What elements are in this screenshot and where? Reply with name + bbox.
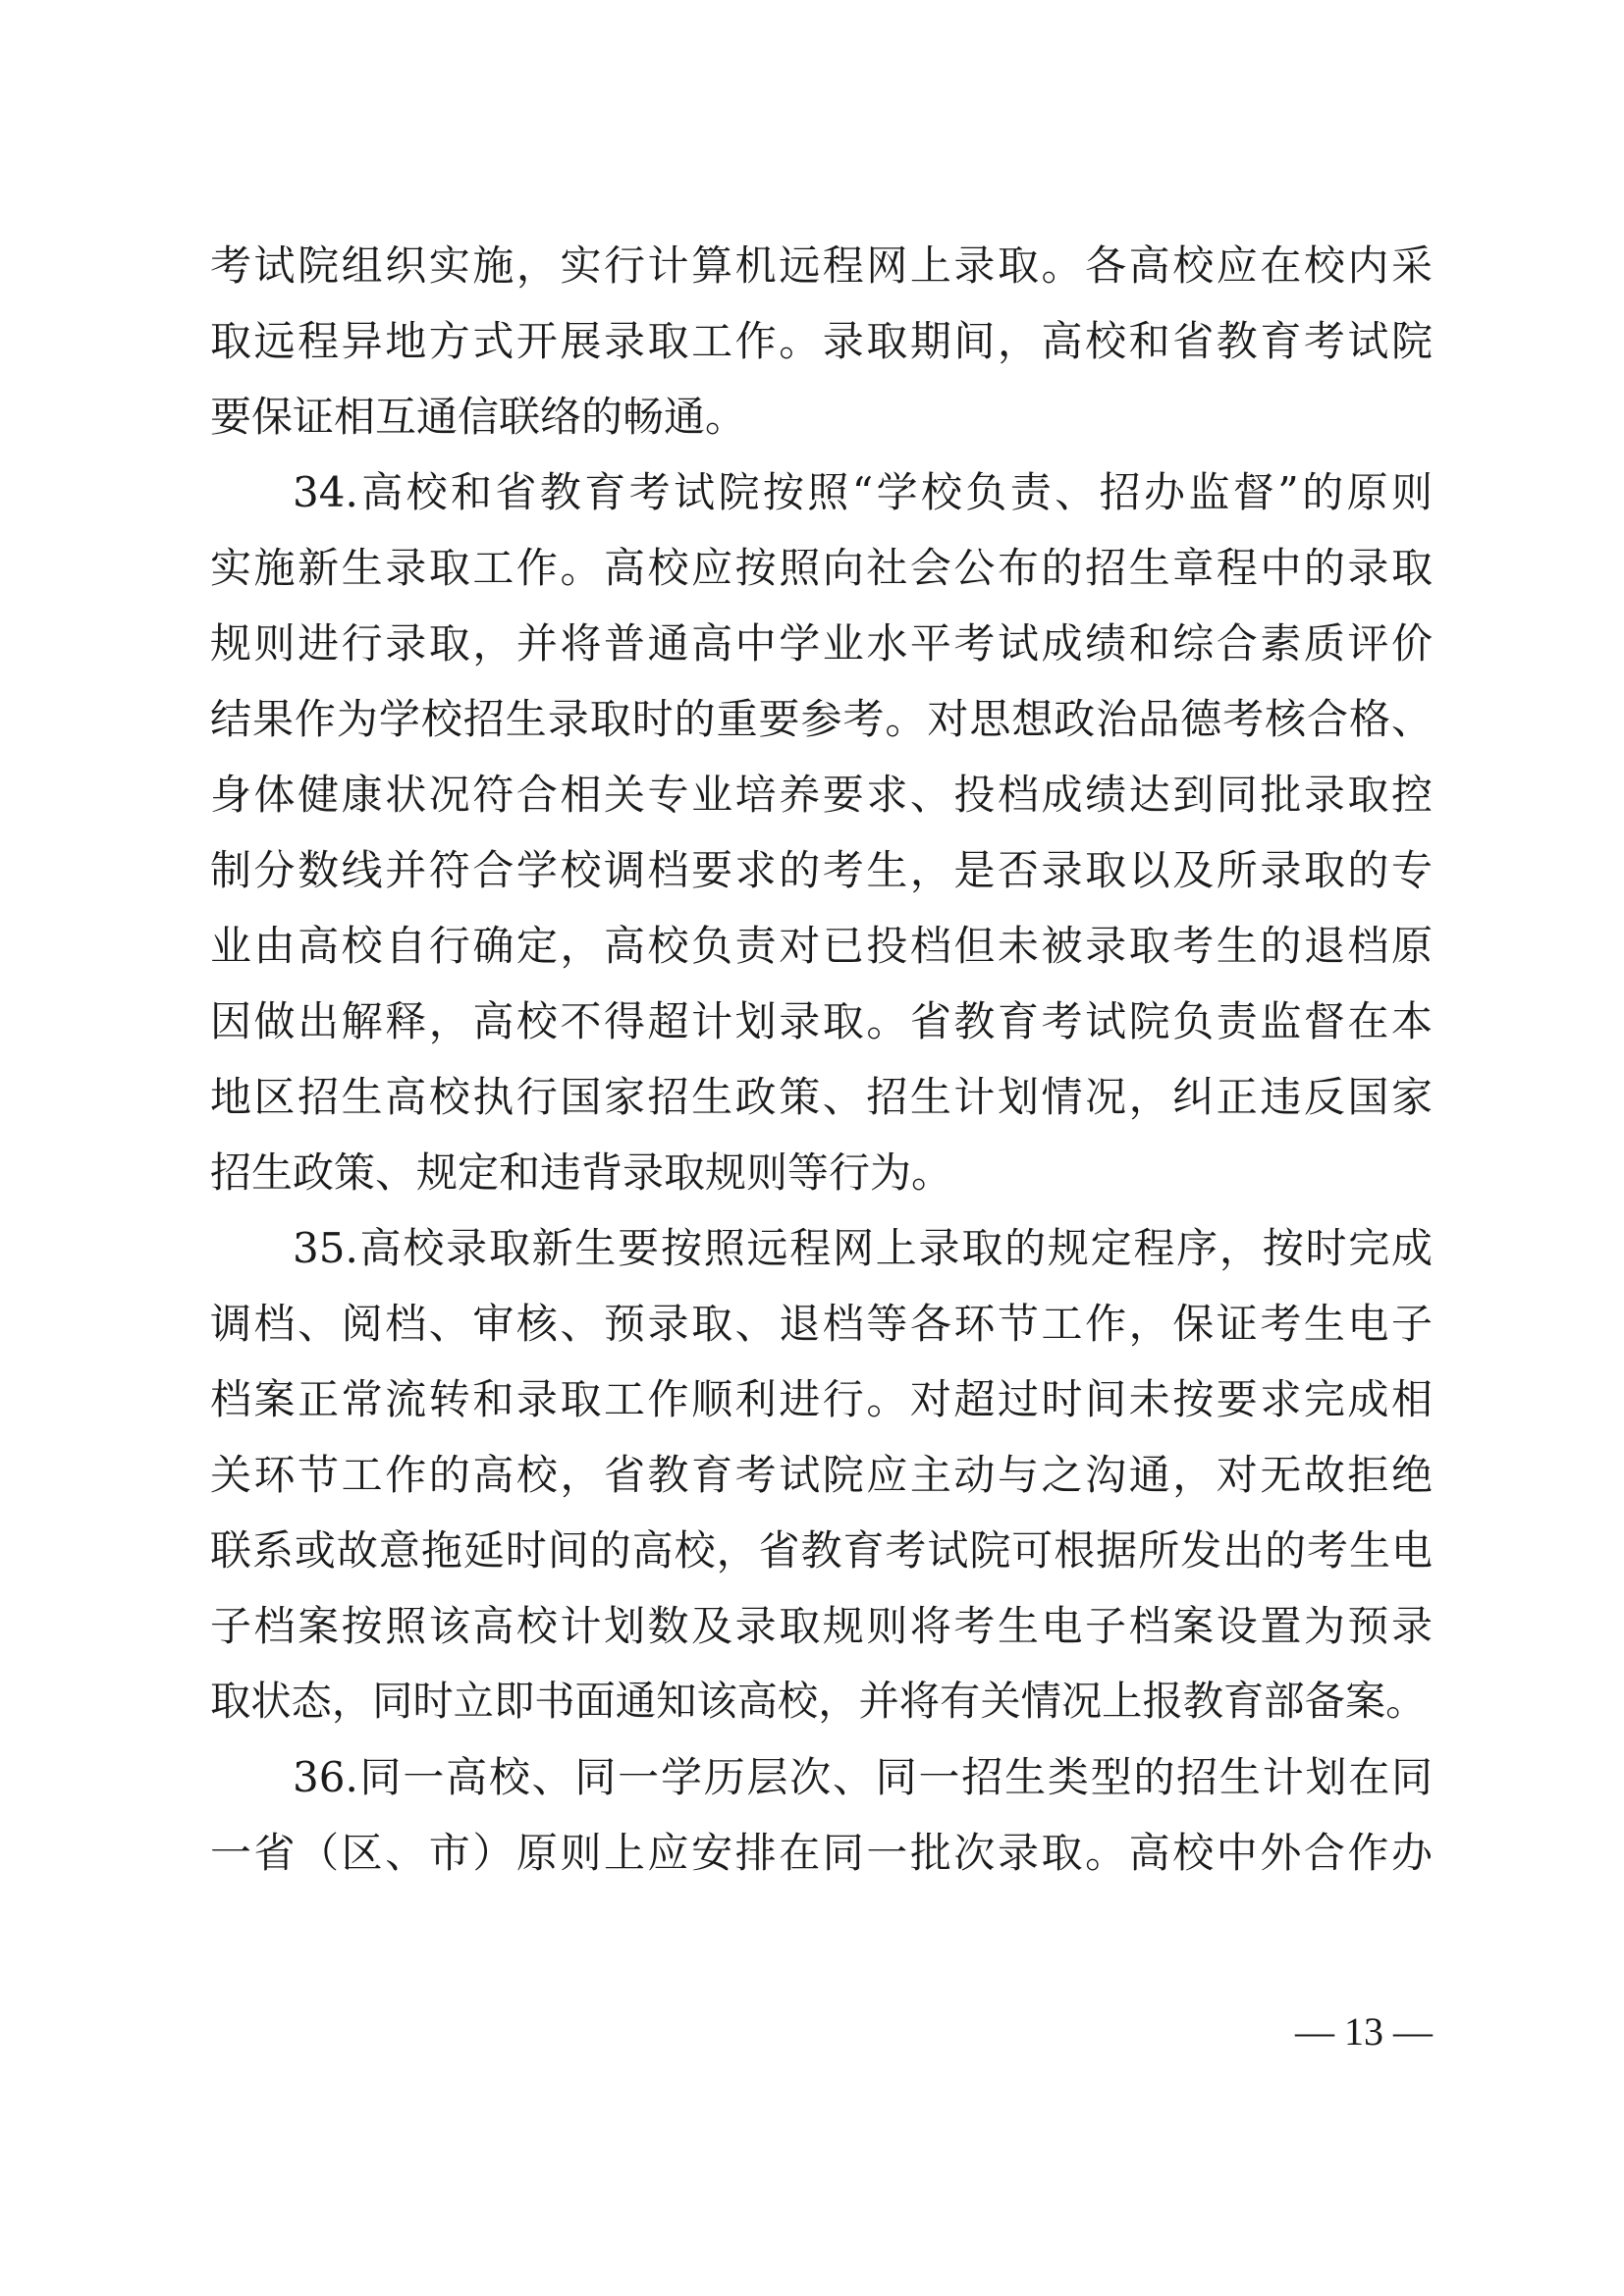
paragraph-35-first-line: 35.高校录取新生要按照远程网上录取的规定程序，按时完成 — [293, 1224, 1433, 1272]
text-line: 要保证相互通信联络的畅通。 — [210, 393, 747, 441]
text-line: 业由高校自行确定，高校负责对已投档但未被录取考生的退档原 — [210, 922, 1433, 970]
text-line: 实施新生录取工作。高校应按照向社会公布的招生章程中的录取 — [210, 544, 1433, 592]
paragraph-36-first-line: 36.同一高校、同一学历层次、同一招生类型的招生计划在同 — [293, 1753, 1433, 1801]
text-line: 身体健康状况符合相关专业培养要求、投档成绩达到同批录取控 — [210, 771, 1433, 819]
text-line: 档案正常流转和录取工作顺利进行。对超过时间未按要求完成相 — [210, 1375, 1433, 1423]
text-line: 招生政策、规定和违背录取规则等行为。 — [210, 1148, 953, 1197]
paragraph-34-first-line: 34.高校和省教育考试院按照“学校负责、招办监督”的原则 — [293, 468, 1433, 516]
text-line: 一省（区、市）原则上应安排在同一批次录取。高校中外合作办 — [210, 1829, 1433, 1877]
text-line: 取远程异地方式开展录取工作。录取期间，高校和省教育考试院 — [210, 317, 1433, 365]
text-line: 地区招生高校执行国家招生政策、招生计划情况，纠正违反国家 — [210, 1073, 1433, 1121]
body-text — [210, 228, 1433, 1891]
text-line: 调档、阅档、审核、预录取、退档等各环节工作，保证考生电子 — [210, 1300, 1433, 1348]
text-line: 规则进行录取，并将普通高中学业水平考试成绩和综合素质评价 — [210, 619, 1433, 667]
text-line: 结果作为学校招生录取时的重要参考。对思想政治品德考核合格、 — [210, 695, 1433, 743]
text-line: 子档案按照该高校计划数及录取规则将考生电子档案设置为预录 — [210, 1602, 1433, 1650]
page-number: — 13 — — [1295, 2009, 1433, 2054]
text-line: 关环节工作的高校，省教育考试院应主动与之沟通，对无故拒绝 — [210, 1451, 1433, 1499]
text-line: 考试院组织实施，实行计算机远程网上录取。各高校应在校内采 — [210, 241, 1433, 290]
text-line: 制分数线并符合学校调档要求的考生，是否录取以及所录取的专 — [210, 846, 1433, 894]
text-line: 联系或故意拖延时间的高校，省教育考试院可根据所发出的考生电 — [210, 1526, 1433, 1575]
text-line: 因做出解释，高校不得超计划录取。省教育考试院负责监督在本 — [210, 997, 1433, 1045]
text-line: 取状态，同时立即书面通知该高校，并将有关情况上报教育部备案。 — [210, 1678, 1427, 1725]
